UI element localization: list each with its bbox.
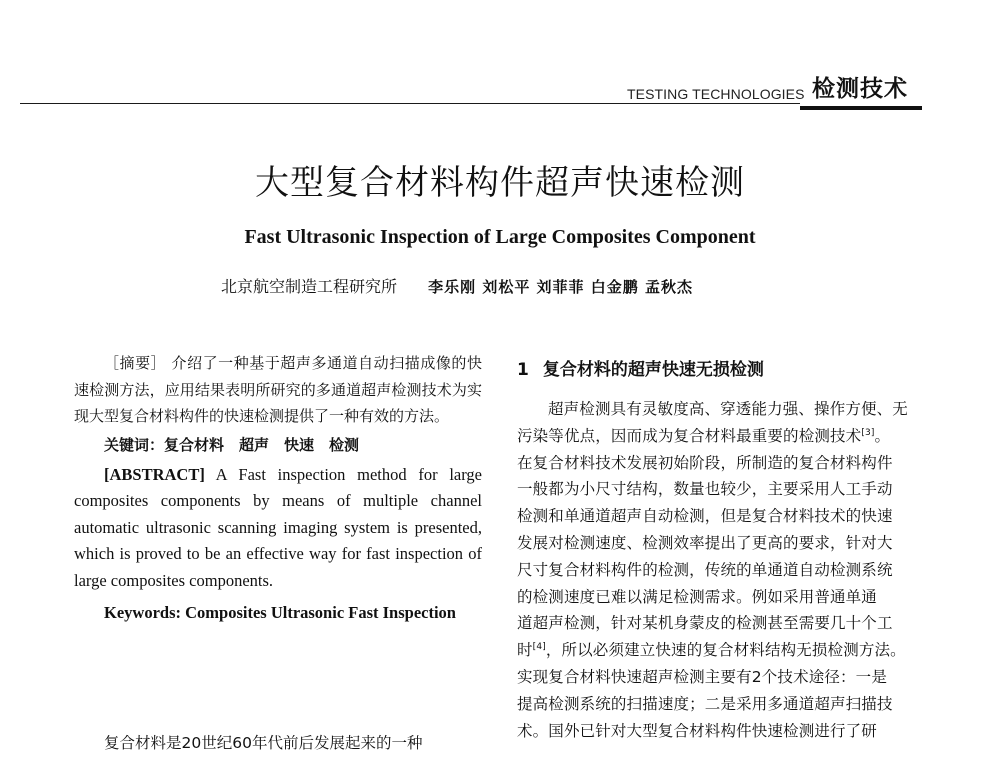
abstract-zh-text: 介绍了一种基于超声多通道自动扫描成像的快速检测方法，应用结果表明所研究的多通道超声检测技术为实现大型复合材料构件的快速检测提供了一种有效的方法。 <box>74 354 482 425</box>
authors: 李乐刚 刘松平 刘菲菲 白金鹏 孟秋杰 <box>428 278 693 296</box>
section-title: 复合材料的超声快速无损检测 <box>542 360 764 380</box>
body-line-end: 。 <box>874 426 891 445</box>
body-line: 术。国外已针对大型复合材料构件快速检测进行了研 <box>517 721 877 740</box>
header-section-zh: 检测技术 <box>812 76 908 102</box>
keywords-zh: 关键词：复合材料 超声 快速 检测 <box>104 435 360 454</box>
body-line-text: 时 <box>517 641 533 660</box>
body-line-rest: ，所以必须建立快速的复合材料结构无损检测方法。 <box>545 641 906 660</box>
body-line: 提高检测系统的扫描速度；二是采用多通道超声扫描技 <box>517 694 893 713</box>
abstract-zh <box>74 350 482 430</box>
body-line: 道超声检测，针对某机身蒙皮的检测甚至需要几十个工 <box>517 614 893 633</box>
keywords-en: Keywords: Composites Ultrasonic Fast Inspection <box>104 603 456 622</box>
section-number: 1 <box>517 360 529 380</box>
paper-title-en: Fast Ultrasonic Inspection of Large Composites Component <box>244 226 756 248</box>
body-line <box>517 637 925 664</box>
right-column <box>517 355 925 744</box>
abstract-en-label: [ABSTRACT] <box>104 464 205 484</box>
body-line-text: 污染等优点，因而成为复合材料最重要的检测技术 <box>517 426 862 445</box>
header-section-en: TESTING TECHNOLOGIES <box>627 86 805 102</box>
abstract-zh-label: ［摘要］ <box>104 354 167 372</box>
citation-ref: [3] <box>861 427 875 438</box>
body-line: 的检测速度已难以满足检测需求。例如采用普通单通 <box>517 587 877 606</box>
body-line: 超声检测具有灵敏度高、穿透能力强、操作方便、无 <box>548 400 908 418</box>
section-heading <box>517 355 925 380</box>
abstract-en-text: A Fast inspection method for large composites components by means of multiple channel automatic ultrasonic scanning imaging system is presented, which is proved to be an effective way for fast inspection of large composites components. <box>74 464 482 590</box>
abstract-en <box>74 462 482 595</box>
body-line: 尺寸复合材料构件的检测，传统的单通道自动检测系统 <box>517 560 893 579</box>
body-line: 在复合材料技术发展初始阶段，所制造的复合材料构件 <box>517 453 893 472</box>
body-line: 实现复合材料快速超声检测主要有2个技术途径：一是 <box>517 667 887 686</box>
body-line <box>517 423 925 450</box>
affiliation-line <box>221 274 693 297</box>
citation-ref: [4] <box>532 642 546 653</box>
body-line: 发展对检测速度、检测效率提出了更高的要求，针对大 <box>517 533 893 552</box>
paper-title-zh: 大型复合材料构件超声快速检测 <box>255 163 745 203</box>
header-rule-thick <box>800 106 922 110</box>
intro-first-line: 复合材料是20世纪60年代前后发展起来的一种 <box>104 734 423 752</box>
left-column <box>74 350 482 752</box>
body-line: 一般都为小尺寸结构，数量也较少，主要采用人工手动 <box>517 480 893 499</box>
institution: 北京航空制造工程研究所 <box>221 277 398 296</box>
header-rule <box>20 103 800 104</box>
body-line: 检测和单通道超声自动检测，但是复合材料技术的快速 <box>517 507 893 526</box>
